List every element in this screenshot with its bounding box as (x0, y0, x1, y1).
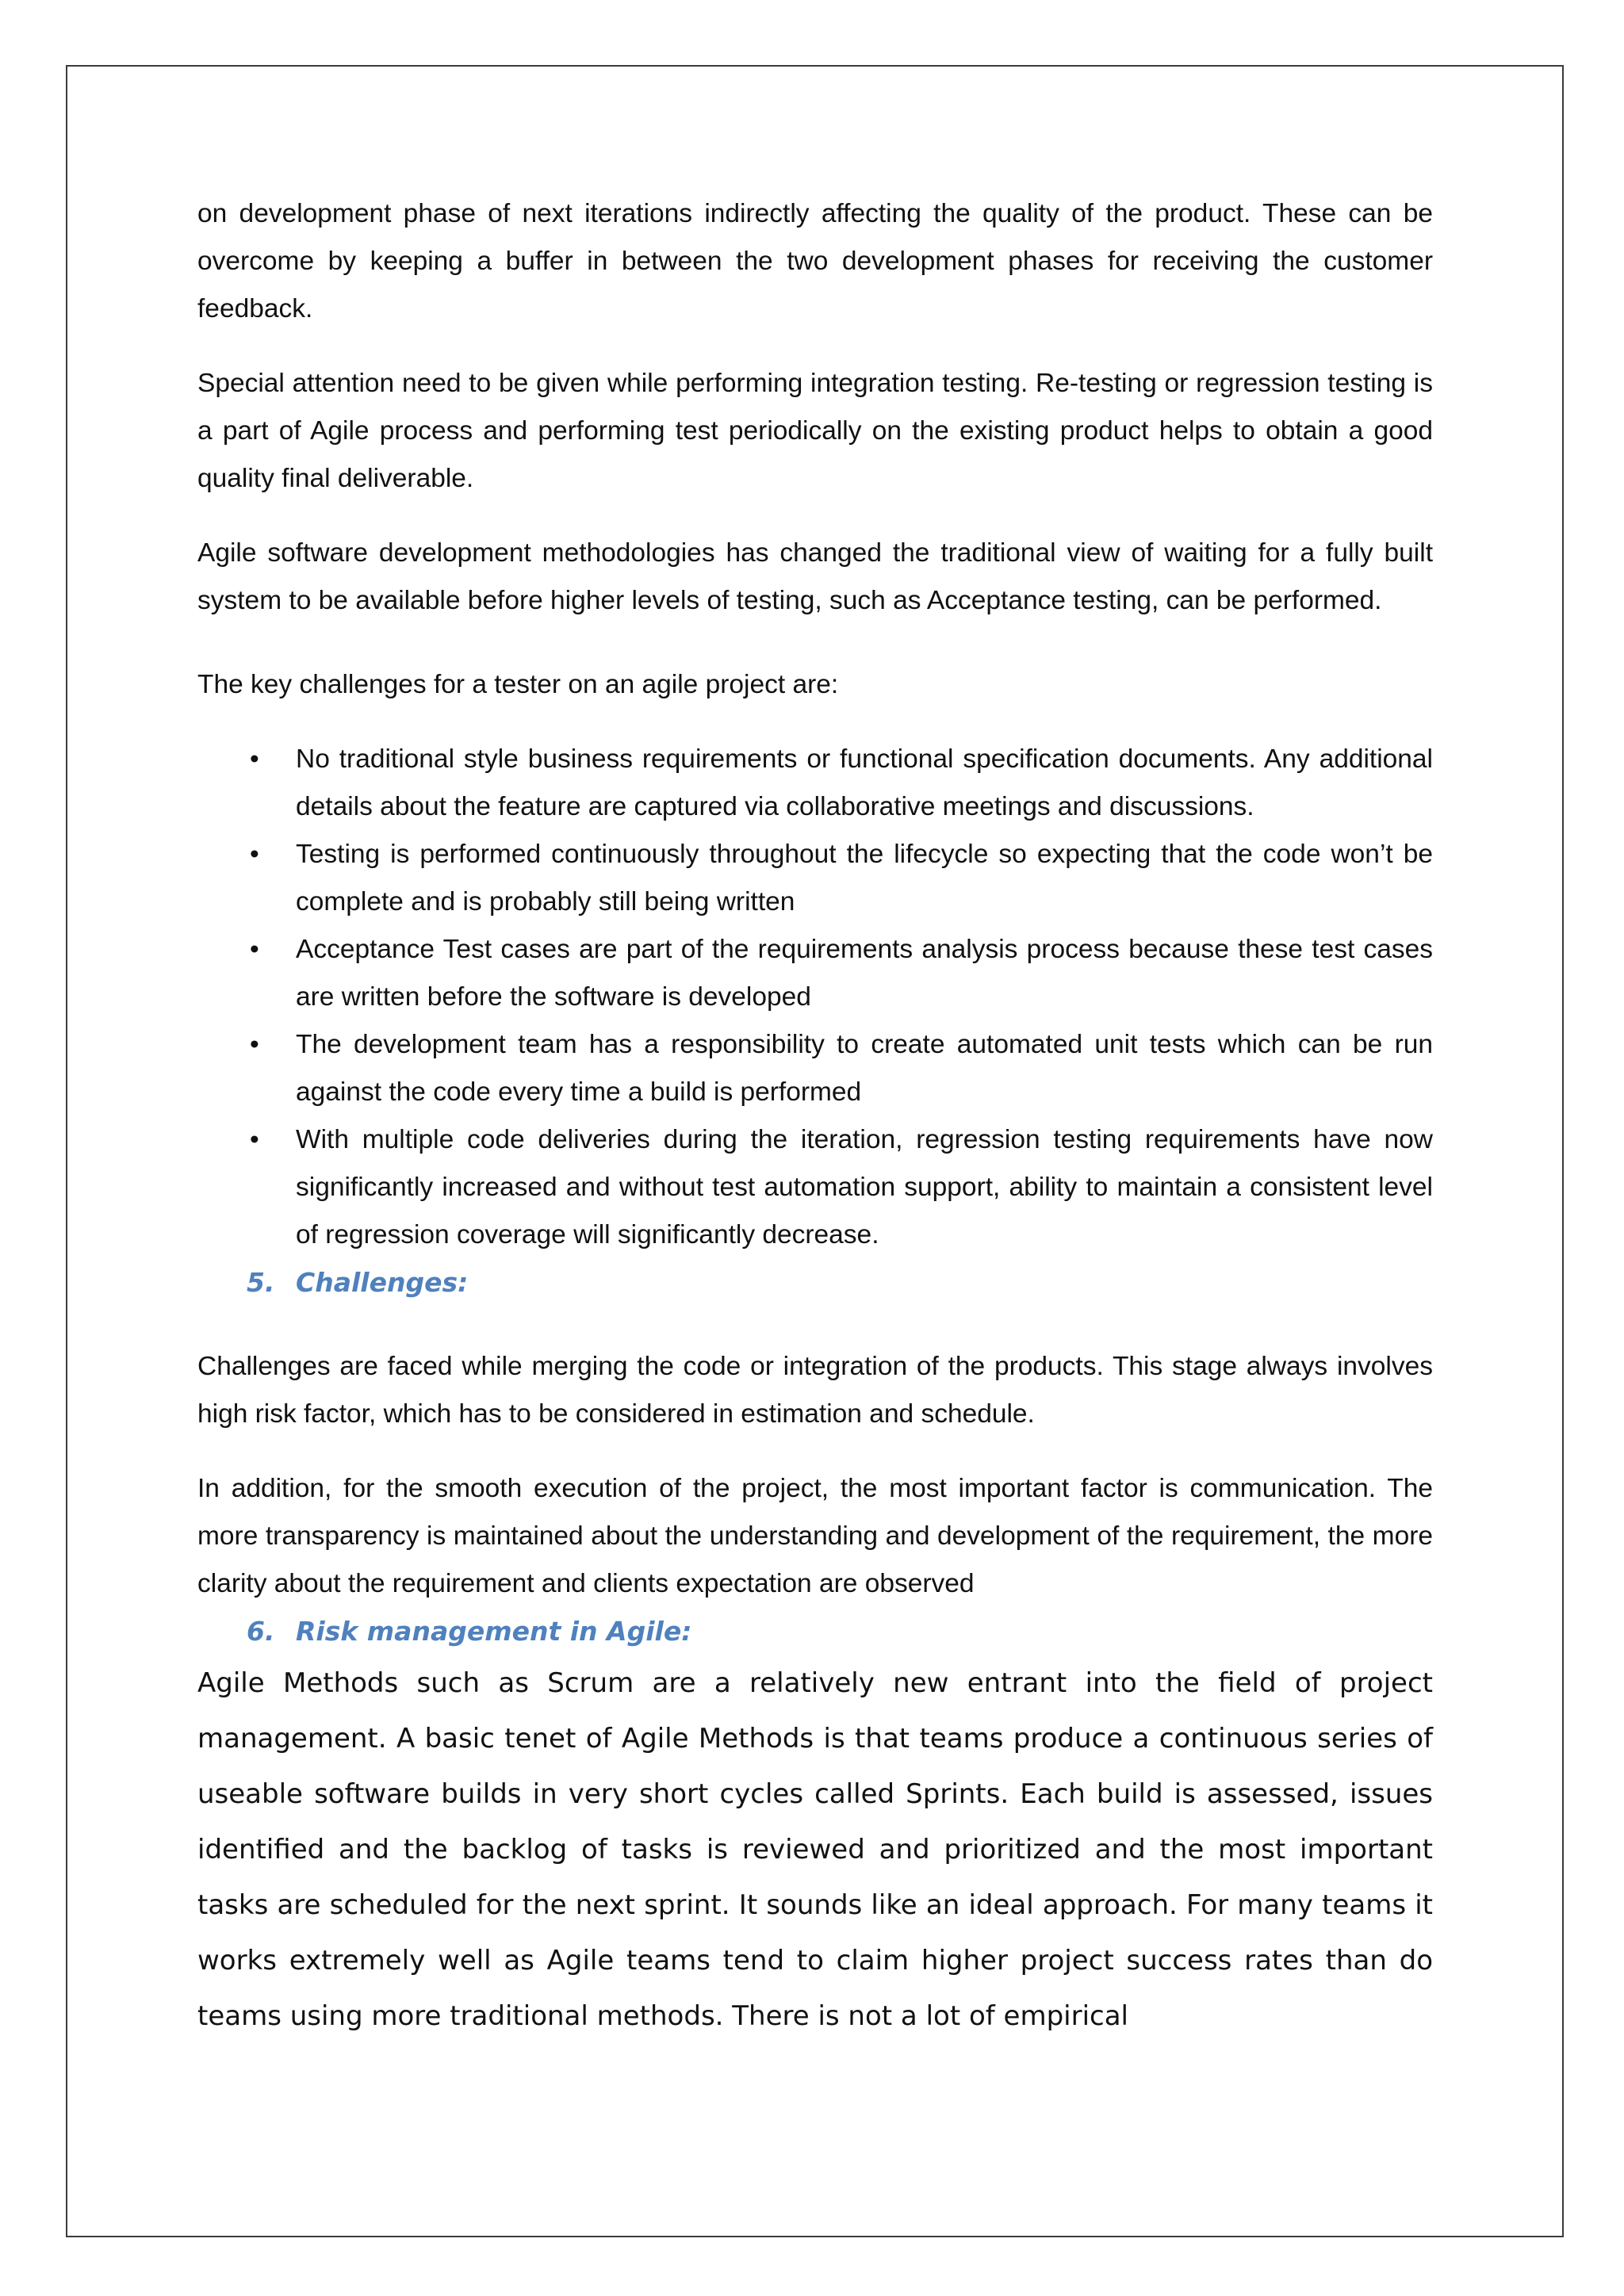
section-title: Challenges: (296, 1267, 469, 1298)
section-heading-risk-management (197, 1608, 1433, 1655)
bullet-icon: • (250, 1125, 259, 1154)
bullet-icon: • (250, 935, 259, 964)
list-item-text: The development team has a responsibility to create automated unit tests which can be run against the code every time a build is performed (296, 1030, 1433, 1107)
list-item (197, 926, 1433, 1021)
paragraph-key-challenges-intro: The key challenges for a tester on an agile project are: (197, 670, 839, 699)
document-body (197, 190, 1433, 2044)
list-item-text: No traditional style business requirements or functional specification documents. Any additional details about the feature are captured via collaborative meetings and discussions. (296, 744, 1433, 821)
list-item (197, 831, 1433, 926)
section-title: Risk management in Agile: (296, 1616, 692, 1647)
section-heading-challenges (197, 1259, 1433, 1307)
list-item-text: With multiple code deliveries during the iteration, regression testing requirements have now significantly increased and without test automation support, ability to maintain a consistent level of regression coverage will significantly decrease. (296, 1125, 1433, 1249)
challenges-bullet-list (197, 736, 1433, 1259)
paragraph-integration-testing: Special attention need to be given while performing integration testing. Re-testing or regression testing is a part of Agile process and performing test periodically on the existing product helps to obtain a good quality final deliverable. (197, 369, 1433, 493)
list-item-text: Acceptance Test cases are part of the requirements analysis process because these test cases are written before the software is developed (296, 935, 1433, 1012)
paragraph-merging-challenges: Challenges are faced while merging the code or integration of the products. This stage always involves high risk factor, which has to be considered in estimation and schedule. (197, 1352, 1433, 1429)
list-item (197, 1116, 1433, 1259)
paragraph-communication: In addition, for the smooth execution of the project, the most important factor is communication. The more transparency is maintained about the understanding and development of the requirement, the more clarity about the requirement and clients expectation are observed (197, 1474, 1433, 1598)
section-number: 6. (247, 1616, 275, 1647)
section-number: 5. (247, 1267, 275, 1298)
paragraph-agile-methodologies: Agile software development methodologies has changed the traditional view of waiting for a fully built system to be available before higher levels of testing, such as Acceptance testing, can be performed. (197, 538, 1433, 615)
list-item-text: Testing is performed continuously throughout the lifecycle so expecting that the code won’t be complete and is probably still being written (296, 840, 1433, 916)
bullet-icon: • (250, 744, 259, 774)
bullet-icon: • (250, 840, 259, 869)
paragraph-intro-continuation: on development phase of next iterations indirectly affecting the quality of the product. These can be overcome by keeping a buffer in between the two development phases for receiving the customer feedback. (197, 199, 1433, 323)
paragraph-agile-methods-scrum: Agile Methods such as Scrum are a relatively new entrant into the field of project management. A basic tenet of Agile Methods is that teams produce a continuous series of useable software builds in very short cycles called Sprints. Each build is assessed, issues identified and the backlog of tasks is reviewed and prioritized and the most important tasks are scheduled for the next sprint. It sounds like an ideal approach. For many teams it works extremely well as Agile teams tend to claim higher project success rates than do teams using more traditional methods. There is not a lot of empirical (197, 1667, 1433, 2032)
list-item (197, 736, 1433, 831)
list-item (197, 1021, 1433, 1116)
bullet-icon: • (250, 1030, 259, 1059)
